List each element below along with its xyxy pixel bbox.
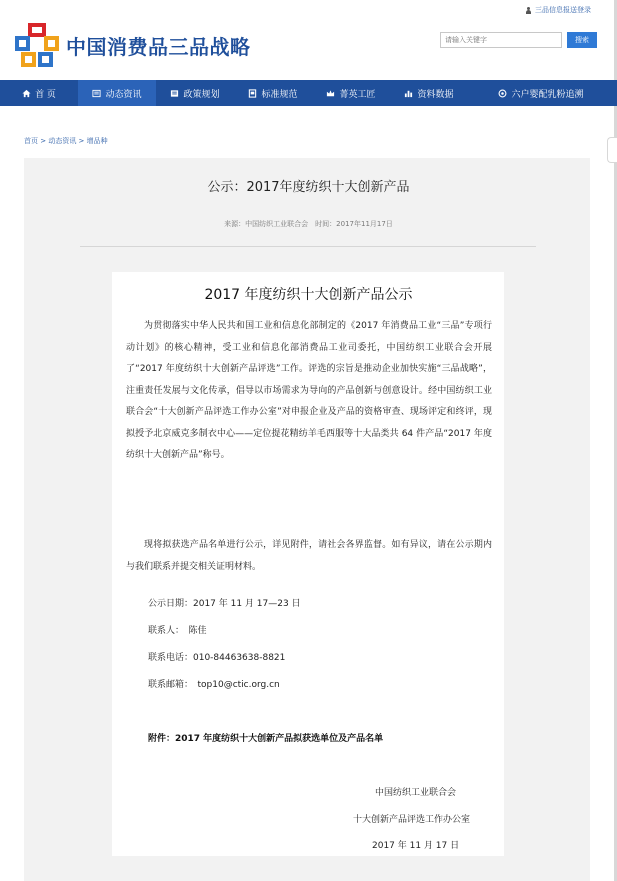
chart-icon	[404, 89, 413, 98]
site-header	[0, 18, 617, 80]
search-button[interactable]: 搜索	[567, 32, 597, 48]
news-icon	[92, 89, 101, 98]
article-title: 公示：2017年度纺织十大创新产品	[207, 180, 410, 195]
main-nav	[0, 80, 617, 106]
nav-item-trace[interactable]	[468, 80, 614, 106]
nav-item-label: 六户婴配乳粉追溯	[511, 89, 584, 100]
user-icon	[525, 7, 532, 14]
nav-item-news[interactable]	[78, 80, 156, 106]
search-input[interactable]	[440, 32, 562, 48]
nav-item-label: 标准规范	[261, 89, 298, 100]
nav-item-label: 菁英工匠	[339, 89, 376, 100]
home-icon	[22, 89, 31, 98]
crown-icon	[326, 89, 335, 98]
contact-phone: 联系电话：010-84463638-8821	[148, 653, 286, 663]
trace-icon	[498, 89, 507, 98]
login-link-label: 三品信息报送登录	[535, 6, 591, 14]
site-logo-icon[interactable]	[14, 22, 60, 68]
title-divider	[80, 246, 536, 247]
login-link[interactable]	[525, 5, 591, 15]
nav-item-standards[interactable]	[234, 80, 312, 106]
nav-item-label: 资料数据	[417, 89, 454, 100]
standard-icon	[248, 89, 257, 98]
site-title[interactable]: 中国消费品三品战略	[66, 35, 251, 59]
nav-item-label: 政策规划	[183, 89, 220, 100]
article-meta: 来源：中国纺织工业联合会 时间：2017年11月17日	[224, 220, 393, 228]
attachment-title[interactable]: 附件：2017 年度纺织十大创新产品拟获选单位及产品名单	[148, 734, 384, 744]
signature-date: 2017 年 11 月 17 日	[372, 841, 460, 851]
nav-item-label: 动态资讯	[105, 89, 142, 100]
breadcrumb[interactable]: 首页 > 动态资讯 > 增品种	[24, 137, 108, 145]
document-paragraph: 为贯彻落实中华人民共和国工业和信息化部制定的《2017 年消费品工业“三品”专项行动计划》的核心精神，受工业和信息化部消费品工业司委托，中国纺织工业联合会开展了“2017 年度纺织十大创新产品评选”工作。评选的宗旨是推动企业加快实施“三品战略”，注重责任发展与文化传承，倡导以市场需求为导向的产品创新与创意设计。经中国纺织工业联合会“十大创新产品评选工作办公室”对申报企业及产品的资格审查、现场评定和终评，现拟授予北京威克多制衣中心——定位提花精纺羊毛西服等十大品类共 64 件产品“2017 年度纺织十大创新产品”称号。	[126, 321, 492, 460]
nav-item-home[interactable]	[0, 80, 78, 106]
signature-office: 十大创新产品评选工作办公室	[353, 815, 471, 825]
nav-item-craftsmen[interactable]	[312, 80, 390, 106]
contact-email: 联系邮箱： top10@ctic.org.cn	[148, 680, 280, 690]
nav-item-data[interactable]	[390, 80, 468, 106]
signature-org: 中国纺织工业联合会	[375, 788, 457, 798]
policy-icon	[170, 89, 179, 98]
notice-date: 公示日期：2017 年 11 月 17—23 日	[148, 599, 301, 609]
contact-person: 联系人： 陈佳	[148, 626, 207, 636]
document-title: 2017 年度纺织十大创新产品公示	[204, 287, 413, 303]
side-scroll-tab[interactable]	[607, 137, 617, 163]
nav-item-label: 首 页	[35, 89, 56, 100]
document-paragraph: 现将拟获选产品名单进行公示，详见附件，请社会各界监督。如有异议，请在公示期内与我们联系并提交相关证明材料。	[126, 540, 492, 572]
nav-item-policy[interactable]	[156, 80, 234, 106]
